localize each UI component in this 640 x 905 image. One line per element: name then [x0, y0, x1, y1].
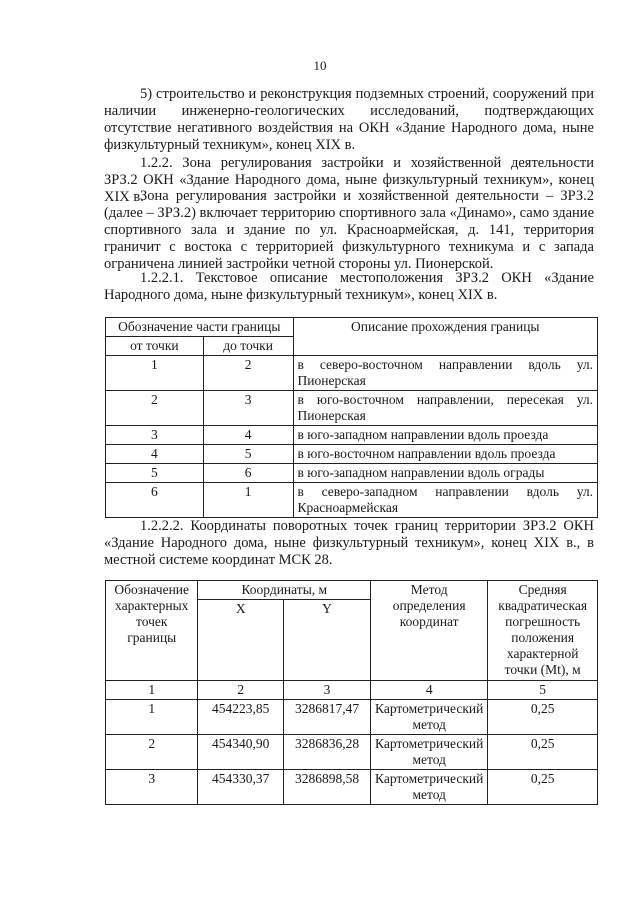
table-header-row [106, 581, 598, 600]
table-row [106, 391, 598, 426]
cell-method: Картометрический метод [371, 770, 488, 805]
cell-description: в юго-восточном направлении, пересекая ул. Пионерская [293, 391, 597, 426]
table-row [106, 700, 598, 735]
cell-y: 3286817,47 [284, 700, 371, 735]
header-y: Y [284, 600, 371, 681]
zone-description-paragraph: Зона регулирования застройки и хозяйственной деятельности – ЗРЗ.2 (далее – ЗРЗ.2) включает территорию спортивного зала «Динамо», само здание спортивного зала и здание по ул. Красноармейская, д. 141, территория граничит с востока с территорией физкультурного техникума и с запада ограничена линией застройки четной стороны ул. Пионерской. [104, 188, 594, 272]
cell-to: 6 [203, 464, 293, 483]
cell-description: в юго-западном направлении вдоль ограды [293, 464, 597, 483]
cell-x: 454340,90 [198, 735, 284, 770]
header-x: X [198, 600, 284, 681]
cell-point: 2 [106, 735, 198, 770]
cell-description: в юго-западном направлении вдоль проезда [293, 426, 597, 445]
cell-from: 5 [106, 464, 204, 483]
header-from-point: от точки [106, 337, 204, 356]
cell-x: 454223,85 [198, 700, 284, 735]
paragraph-item-5: 5) строительство и реконструкция подземных строений, сооружений при наличии инженерно-геологических исследований, подтверждающих отсутствие негативного воздействия на ОКН «Здание Народного дома, ныне физкультурный техникум», конец XIX в. [104, 86, 594, 153]
table-row [106, 356, 598, 391]
cell-to: 2 [203, 356, 293, 391]
column-number: 1 [106, 681, 198, 700]
table-row [106, 483, 598, 518]
cell-description: в северо-западном направлении вдоль ул. Красноармейская [293, 483, 597, 518]
column-number: 3 [284, 681, 371, 700]
header-boundary-part: Обозначение части границы [106, 318, 294, 337]
cell-error: 0,25 [488, 770, 598, 805]
header-point: Обозначение характерных точек границы [106, 581, 198, 681]
column-number-row [106, 681, 598, 700]
header-to-point: до точки [203, 337, 293, 356]
cell-method: Картометрический метод [371, 735, 488, 770]
cell-to: 1 [203, 483, 293, 518]
cell-from: 6 [106, 483, 204, 518]
cell-point: 3 [106, 770, 198, 805]
table-row [106, 464, 598, 483]
column-number: 2 [198, 681, 284, 700]
coordinates-table [105, 580, 598, 805]
cell-to: 3 [203, 391, 293, 426]
cell-method: Картометрический метод [371, 700, 488, 735]
cell-x: 454330,37 [198, 770, 284, 805]
cell-description: в юго-восточном направлении вдоль проезда [293, 445, 597, 464]
header-method: Метод определения координат [371, 581, 488, 681]
table-row [106, 735, 598, 770]
cell-description: в северо-восточном направлении вдоль ул. Пионерская [293, 356, 597, 391]
cell-point: 1 [106, 700, 198, 735]
cell-y: 3286898,58 [284, 770, 371, 805]
table-header-row [106, 318, 598, 337]
section-heading-1-2-2-2: 1.2.2.2. Координаты поворотных точек границ территории ЗРЗ.2 ОКН «Здание Народного дома, ныне физкультурный техникум», конец XIX в., в местной системе координат МСК 28. [104, 518, 594, 568]
cell-from: 3 [106, 426, 204, 445]
cell-from: 2 [106, 391, 204, 426]
table-row [106, 445, 598, 464]
cell-to: 4 [203, 426, 293, 445]
column-number: 5 [488, 681, 598, 700]
header-coordinates: Координаты, м [198, 581, 371, 600]
section-heading-1-2-2-1: 1.2.2.1. Текстовое описание местоположения ЗРЗ.2 ОКН «Здание Народного дома, ныне физкультурный техникум», конец XIX в. [104, 270, 594, 303]
cell-error: 0,25 [488, 735, 598, 770]
boundary-description-table [105, 317, 598, 518]
header-description: Описание прохождения границы [293, 318, 597, 356]
cell-from: 4 [106, 445, 204, 464]
cell-to: 5 [203, 445, 293, 464]
cell-from: 1 [106, 356, 204, 391]
page-number: 10 [313, 58, 327, 73]
table-row [106, 770, 598, 805]
cell-error: 0,25 [488, 700, 598, 735]
column-number: 4 [371, 681, 488, 700]
header-error: Средняя квадратическая погрешность положения характерной точки (Mt), м [488, 581, 598, 681]
table-row [106, 426, 598, 445]
section-heading-1-2-2: 1.2.2. Зона регулирования застройки и хозяйственной деятельности ЗРЗ.2 ОКН «Здание Народного дома, ныне физкультурный техникум», конец XIX в. [104, 155, 594, 205]
cell-y: 3286836,28 [284, 735, 371, 770]
